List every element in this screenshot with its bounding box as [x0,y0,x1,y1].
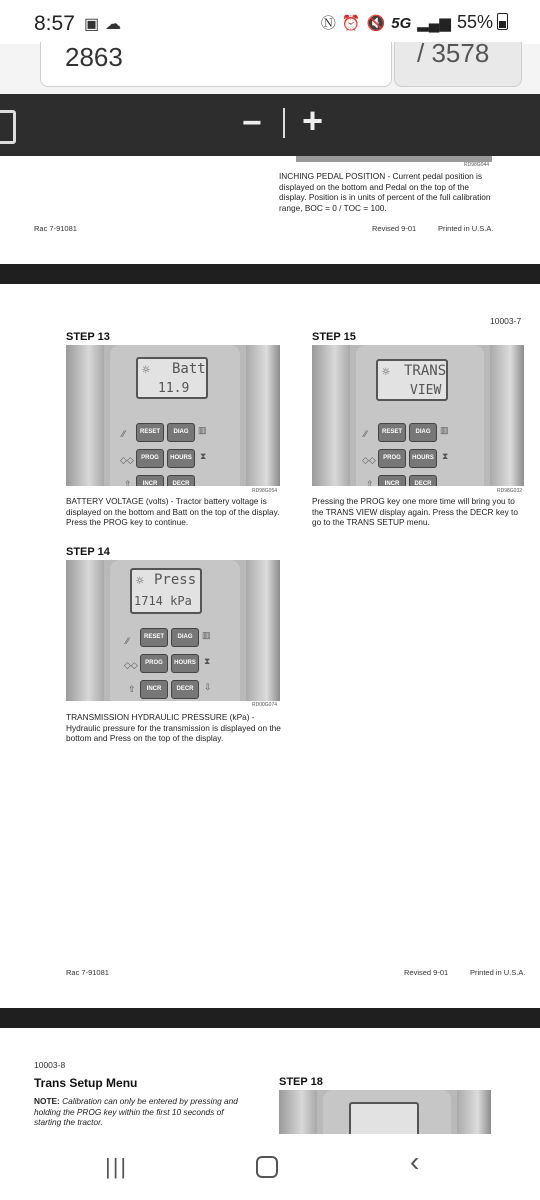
hourglass-icon: ⧗ [204,656,211,666]
lcd-display [136,357,208,399]
step-13-title: STEP 13 [66,331,110,343]
incr-key: INCR [136,475,164,486]
system-indicators [321,12,508,33]
incr-key: INCR [378,475,406,486]
nfc-icon: Ⓝ [320,15,336,32]
home-icon[interactable] [256,1156,278,1178]
diag-key: DIAG [409,423,437,442]
document-page-3 [0,1028,540,1134]
decr-key: DECR [167,475,195,486]
total-pages-box [394,38,522,87]
image-icon: ▣ [84,16,106,33]
footer-printed: Printed in U.S.A. [470,968,526,977]
diag-key: DIAG [167,423,195,442]
hours-key: HOURS [171,654,199,673]
document-page-2 [0,284,540,1008]
up-arrow-icon: ⇧ [128,684,136,694]
arrows-icon: ◇◇ [362,455,376,465]
network-label: 5G [391,15,412,32]
battery-percent: 55% [456,12,493,32]
signal-icon: ▂▄▆ [417,15,451,32]
step-14-title: STEP 14 [66,546,110,558]
wrench-icon: ⁄⁄ [126,636,130,646]
up-arrow-icon: ⇧ [124,479,132,486]
hours-key: HOURS [409,449,437,468]
decr-key: DECR [409,475,437,486]
lcd-display [349,1102,419,1134]
image-code: RD98G044 [464,162,490,168]
page-indicator [0,38,540,94]
book-icon: ▥ [202,630,211,640]
footer-doc-number: Rac 7-91081 [66,968,109,977]
mute-icon: 🔇 [366,15,386,32]
prog-key: PROG [378,449,406,468]
step-15-description: Pressing the PROG key one more time will bring you to the TRANS VIEW display again. Press the DECR key to go to the TRANS SETUP menu. [312,496,518,527]
calibration-note [34,1096,250,1128]
step-14-description: TRANSMISSION HYDRAULIC PRESSURE (kPa) - Hydraulic pressure for the transmission is displayed on the bottom and Press on the top of the display. [66,712,281,743]
prog-key: PROG [140,654,168,673]
sun-icon: ☼ [382,365,390,380]
system-nav-bar [0,1134,540,1200]
page-number: 10003-8 [34,1060,66,1070]
lcd-line-1: Press [154,572,197,588]
book-icon: ▥ [440,425,449,435]
arrows-icon: ◇◇ [120,455,134,465]
notification-icons [84,14,127,34]
incr-key: INCR [140,680,168,699]
recents-icon[interactable]: ||| [105,1154,129,1179]
page-view-icon[interactable] [0,110,16,144]
lcd-line-2: 11.9 [158,381,190,396]
hours-key: HOURS [167,449,195,468]
alarm-icon: ⏰ [341,15,361,32]
inching-pedal-description: INCHING PEDAL POSITION - Current pedal position is displayed on the bottom and Pedal on the top of the display. Position is in units of percent of the full calibration range, BOC = 0 / TOC = 100. [279,171,491,213]
total-pages: / 3578 [417,38,490,68]
footer-revised: Revised 9-01 [404,968,449,977]
zoom-in-button[interactable]: + [302,100,324,141]
image-code: RD98G054 [252,488,278,494]
lcd-display [376,359,448,401]
wrench-icon: ⁄⁄ [364,429,368,439]
note-label: NOTE: [34,1096,60,1106]
lcd-display [130,568,202,614]
battery-icon [497,13,508,30]
lcd-line-1: Batt [172,361,206,377]
step-13-description: BATTERY VOLTAGE (volts) - Tractor battery voltage is displayed on the bottom and Batt on the top of the display. Press the PROG key to continue. [66,496,280,527]
step-18-photo [279,1090,491,1134]
current-page-number: 2863 [65,42,123,72]
footer-doc-number: Rac 7-91081 [34,224,77,233]
cloud-icon: ☁ [105,16,128,33]
book-icon: ▥ [198,425,207,435]
decr-key: DECR [171,680,199,699]
prog-key: PROG [136,449,164,468]
page-number: 10003-7 [490,316,522,326]
sun-icon: ☼ [142,363,150,378]
current-page-input[interactable] [40,42,392,87]
document-page-1 [0,156,540,264]
zoom-out-button[interactable]: − [242,104,262,142]
step-14-photo [66,560,280,701]
arrows-icon: ◇◇ [124,660,138,670]
image-code: RD98G032 [497,488,523,494]
lcd-line-2: 1714 kPa [134,594,192,608]
reset-key: RESET [378,423,406,442]
step-18-title: STEP 18 [279,1076,323,1088]
wrench-icon: ⁄⁄ [122,429,126,439]
down-arrow-icon: ⇩ [204,682,212,692]
back-icon[interactable]: ‹ [410,1146,420,1177]
keypad-photo-partial [296,156,492,162]
step-15-title: STEP 15 [312,331,356,343]
hourglass-icon: ⧗ [442,451,449,461]
hourglass-icon: ⧗ [200,451,207,461]
step-13-photo [66,345,280,486]
lcd-line-1: TRANS [404,363,447,379]
note-text: Calibration can only be entered by pressing and holding the PROG key within the first 10 seconds of starting the tractor. [34,1096,238,1127]
image-code: RD00G074 [252,702,278,708]
zoom-toolbar [0,94,540,156]
diag-key: DIAG [171,628,199,647]
lcd-line-2: VIEW [410,383,442,398]
footer-revised: Revised 9-01 [372,224,417,233]
toolbar-divider [283,108,285,138]
reset-key: RESET [136,423,164,442]
section-heading: Trans Setup Menu [34,1076,138,1090]
reset-key: RESET [140,628,168,647]
footer-printed: Printed in U.S.A. [438,224,494,233]
status-time: 8:57 [34,12,75,35]
step-15-photo [312,345,524,486]
sun-icon: ☼ [136,574,144,589]
up-arrow-icon: ⇧ [366,479,374,486]
